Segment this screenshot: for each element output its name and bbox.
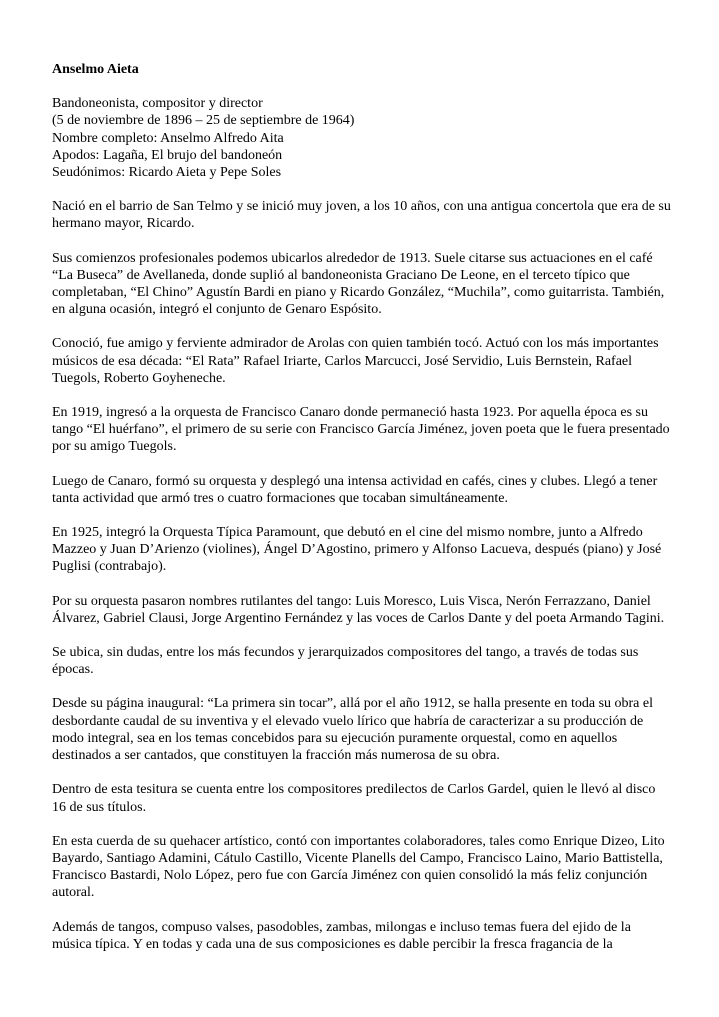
info-role: Bandoneonista, compositor y director xyxy=(52,96,263,112)
document-page xyxy=(52,61,672,970)
paragraph-arolas: Conoció, fue amigo y ferviente admirador de Arolas con quien también tocó. Actuó con los más importantes músicos de esa década: “El Rata” Rafael Iriarte, Carlos Marcucci, José Servidio, Luis Bernstein, Rafael Tuegols, Roberto Goyheneche. xyxy=(52,336,659,386)
paragraph-musicians: Por su orquesta pasaron nombres rutilantes del tango: Luis Moresco, Luis Visca, Nerón Ferrazzano, Daniel Álvarez, Gabriel Clausi, Jorge Argentino Fernández y las voces de Carlos Dante y del poeta Armando Tagini. xyxy=(52,593,665,626)
info-full-name: Nombre completo: Anselmo Alfredo Aita xyxy=(52,130,284,146)
paragraph-composer: Se ubica, sin dudas, entre los más fecundos y jerarquizados compositores del tango, a través de todas sus épocas. xyxy=(52,645,639,678)
paragraph-first-work: Desde su página inaugural: “La primera sin tocar”, allá por el año 1912, se halla presente en toda su obra el desbordante caudal de su inventiva y el elevado vuelo lírico que habría de caracterizar a su producción de modo integral, sea en los temas concebidos para su ejecución puramente orquestal, como en aquellos destinados a ser cantados, que constituyen la fracción más numerosa de su obra. xyxy=(52,696,653,764)
paragraph-gardel: Dentro de esta tesitura se cuenta entre los compositores predilectos de Carlos Gardel, quien le llevó al disco 16 de sus títulos. xyxy=(52,782,656,815)
paragraph-beginnings: Sus comienzos profesionales podemos ubicarlos alrededor de 1913. Suele citarse sus actuaciones en el café “La Buseca” de Avellaneda, donde suplió al bandoneonista Graciano De Leone, en el terceto típico que completaban, “El Chino” Agustín Bardi en piano y Ricardo González, “Muchila”, como guitarrista. También, en alguna ocasión, integró el conjunto de Genaro Espósito. xyxy=(52,250,665,318)
info-dates: (5 de noviembre de 1896 – 25 de septiembre de 1964) xyxy=(52,113,355,129)
paragraph-birth: Nació en el barrio de San Telmo y se inició muy joven, a los 10 años, con una antigua concertola que era de su hermano mayor, Ricardo. xyxy=(52,199,671,232)
info-pseudonyms: Seudónimos: Ricardo Aieta y Pepe Soles xyxy=(52,165,282,181)
paragraph-genres: Además de tangos, compuso valses, pasodobles, zambas, milongas e incluso temas fuera del ejido de la música típica. Y en todas y cada una de sus composiciones es dable percibir la fresca fragancia de la xyxy=(52,919,631,952)
paragraph-collaborators: En esta cuerda de su quehacer artístico, contó con importantes colaboradores, tales como Enrique Dizeo, Lito Bayardo, Santiago Adamini, Cátulo Castillo, Vicente Planells del Campo, Francisco Laino, Mario Battistella, Francisco Bastardi, Nolo López, pero fue con García Jiménez con quien consolidó la más feliz conjunción autoral. xyxy=(52,833,665,901)
paragraph-paramount: En 1925, integró la Orquesta Típica Paramount, que debutó en el cine del mismo nombre, junto a Alfredo Mazzeo y Juan D’Arienzo (violines), Ángel D’Agostino, primero y Alfonso Lacueva, después (piano) y José Puglisi (contrabajo). xyxy=(52,525,662,575)
document-title: Anselmo Aieta xyxy=(52,62,139,77)
paragraph-canaro: En 1919, ingresó a la orquesta de Francisco Canaro donde permaneció hasta 1923. Por aquella época es su tango “El huérfano”, el primero de su serie con Francisco García Jiménez, joven poeta que le fuera presentado por su amigo Tuegols. xyxy=(52,405,670,455)
biographical-info xyxy=(52,95,672,181)
paragraph-own-orchestra: Luego de Canaro, formó su orquesta y desplegó una intensa actividad en cafés, cines y clubes. Llegó a tener tanta actividad que armó tres o cuatro formaciones que tocaban simultáneamente. xyxy=(52,473,658,506)
info-nicknames: Apodos: Lagaña, El brujo del bandoneón xyxy=(52,147,283,163)
